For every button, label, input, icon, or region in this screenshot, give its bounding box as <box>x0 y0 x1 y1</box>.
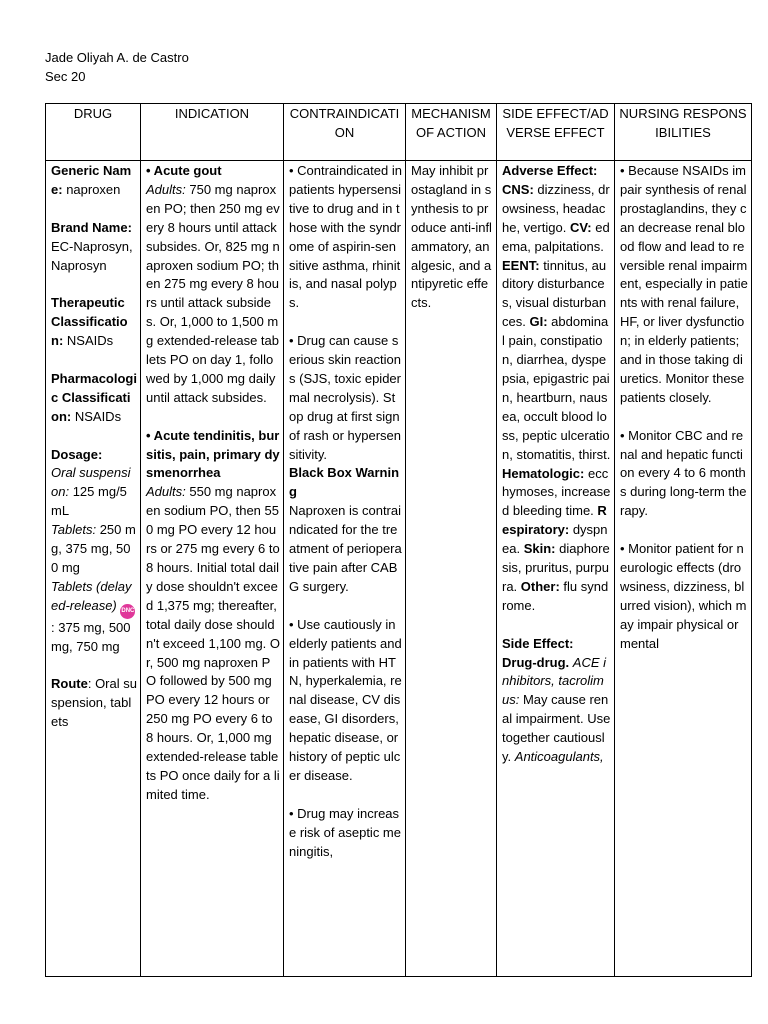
dosage-label: Dosage: <box>51 446 103 462</box>
brand-value: EC-Naprosyn, Naprosyn <box>51 238 133 273</box>
route-value: : Oral suspension, tablets <box>51 676 137 730</box>
other-label: Other: <box>520 578 560 594</box>
side-effect-title: Side Effect: <box>502 635 574 651</box>
respiratory-text: dyspnea. <box>502 522 608 557</box>
ace-effect: May cause renal impairment. Use together cautiously. <box>502 692 611 765</box>
delayed-label: Tablets (delayed-release) <box>51 578 132 613</box>
mechanism-text: May inhibit prostagland in synthesis to produce anti-inflammatory, analgesic, and antipyretic effects. <box>411 163 492 311</box>
adverse-title: Adverse Effect: <box>502 163 598 178</box>
tablets-label: Tablets: <box>51 522 97 538</box>
table-row <box>46 161 752 977</box>
cns-label: CNS: <box>502 181 534 197</box>
indication-cell <box>141 161 284 977</box>
oral-value: 125 mg/5 mL <box>51 484 127 519</box>
therapeutic-label: Therapeutic Classification: <box>51 295 128 349</box>
therapeutic-value: NSAIDs <box>66 333 114 349</box>
oral-label: Oral suspension: <box>51 465 131 500</box>
cns-text: dizziness, drowsiness, headache, vertigo. <box>502 181 610 235</box>
header-mechanism: MECHANISM OF ACTION <box>406 104 497 161</box>
author-section: Sec 20 <box>45 69 86 84</box>
hematologic-label: Hematologic: <box>502 465 585 481</box>
contra-paragraph-2: • Drug can cause serious skin reactions (SJS, toxic epidermal necrolysis). Stop drug at first sign of rash or hypersensitivity. <box>289 333 402 462</box>
delayed-value: 375 mg, 500 mg, 750 mg <box>51 619 131 654</box>
drug-drug-label: Drug-drug. <box>502 654 570 670</box>
ace-text: ACE inhibitors, tacrolimus: <box>502 654 607 708</box>
author-name: Jade Oliyah A. de Castro <box>45 50 189 65</box>
header-indication: INDICATION <box>141 104 284 161</box>
cv-label: CV: <box>569 219 592 235</box>
generic-value: naproxen <box>66 181 121 197</box>
mechanism-cell <box>406 161 497 977</box>
contra-paragraph-1: • Contraindicated in patients hypersensitive to drug and in those with the syndrome of aspirin-sensitive asthma, rhinitis, and nasal polyps. <box>289 163 402 311</box>
contraindication-cell <box>284 161 406 977</box>
tendinitis-text: 550 mg naproxen sodium PO, then 550 mg PO every 12 hours or 275 mg every 6 to 8 hours. Initial total daily dose shouldn't exceed 1,375 mg; thereafter, total daily dose shouldn't exceed 1,100 mg. Or, 500 mg naproxen PO followed by 500 mg PO every 12 hours or 250 mg PO every 6 to 8 hours. Or, 1,000 mg extended-release tablets PO once daily for a limited time. <box>146 484 281 802</box>
header-contraindication: CONTRAINDICATION <box>284 104 406 161</box>
black-box-text: Naproxen is contraindicated for the treatment of perioperative pain after CABG surgery. <box>289 503 402 594</box>
route-label: Route <box>51 676 88 692</box>
side-effect-cell <box>497 161 615 977</box>
cv-text: edema, palpitations. <box>502 219 610 254</box>
nursing-paragraph-3: • Monitor patient for neurologic effects (drowsiness, dizziness, blurred vision), which may impair physical or mental <box>620 541 747 651</box>
header-side-effect: SIDE EFFECT/ADVERSE EFFECT <box>497 104 615 161</box>
skin-text: diaphoresis, pruritus, purpura. <box>502 541 610 594</box>
anticoagulants-text: Anticoagulants, <box>514 749 604 765</box>
hematologic-text: ecchymoses, increased bleeding time. <box>502 465 611 519</box>
drug-table <box>45 103 752 977</box>
eent-text: tinnitus, auditory disturbances, visual disturbances. <box>502 257 607 330</box>
gi-label: GI: <box>529 314 548 330</box>
brand-label: Brand Name: <box>51 219 132 235</box>
pharma-label: Pharmacologic Classification: <box>51 370 137 424</box>
dnc-badge-icon: DNC <box>120 604 135 619</box>
nursing-cell <box>615 161 752 977</box>
table-header-row <box>46 104 752 161</box>
gout-adults-label: Adults: <box>146 181 186 197</box>
tendinitis-title: • Acute tendinitis, bursitis, pain, primary dysmenorrhea <box>146 427 280 481</box>
tendinitis-adults-label: Adults: <box>146 484 186 500</box>
nursing-paragraph-1: • Because NSAIDs impair synthesis of renal prostaglandins, they can decrease renal blood flow and lead to reversible renal impairment, especially in patients with renal failure, HF, or liver dysfunction; in elderly patients; and in those taking diuretics. Monitor these patients closely. <box>620 163 748 405</box>
author-block <box>45 48 189 86</box>
tablets-value: 250 mg, 375 mg, 500 mg <box>51 522 136 575</box>
pharma-value: NSAIDs <box>74 408 122 424</box>
generic-label: Generic Name: <box>51 163 132 197</box>
contra-paragraph-4: • Drug may increase risk of aseptic meningitis, <box>289 805 401 859</box>
nursing-paragraph-2: • Monitor CBC and renal and hepatic function every 4 to 6 months during long-term therapy. <box>620 427 747 519</box>
other-text: flu syndrome. <box>502 578 609 613</box>
respiratory-label: Respiratory: <box>502 503 607 538</box>
gout-title: • Acute gout <box>146 163 222 178</box>
gi-text: abdominal pain, constipation, diarrhea, dyspepsia, epigastric pain, heartburn, nausea, occult blood loss, peptic ulceration, stomatitis, thirst. <box>502 314 611 462</box>
contra-paragraph-3: • Use cautiously in elderly patients and in patients with HTN, hyperkalemia, renal disease, CV disease, GI disorders, hepatic disease, or history of peptic ulcer disease. <box>289 616 402 783</box>
black-box-title: Black Box Warning <box>289 465 400 500</box>
eent-label: EENT: <box>502 257 540 273</box>
skin-label: Skin: <box>523 541 556 557</box>
header-nursing: NURSING RESPONSIBILITIES <box>615 104 752 161</box>
drug-cell: Generic Name: naproxen Brand Name: EC-Naprosyn, Naprosyn Therapeutic Classification: NSAIDs Pharmacologic Classification: NSAIDs Dosage: Oral suspension: 125 mg/5 mL Tablets: 250 mg, 375 mg, 500 mg Tablets (delayed-release) DNC: 375 mg, 500 mg, 750 mg Route: Oral suspension, tablets <box>46 161 141 977</box>
header-drug: DRUG <box>46 104 141 161</box>
gout-text: 750 mg naproxen PO; then 250 mg every 8 hours until attack subsides. Or, 825 mg naproxen sodium PO; then 275 mg every 8 hours until attack subsides. Or, 1,000 to 1,500 mg extended-release tablets PO on day 1, followed by 1,000 mg daily until attack subsides. <box>146 181 280 405</box>
